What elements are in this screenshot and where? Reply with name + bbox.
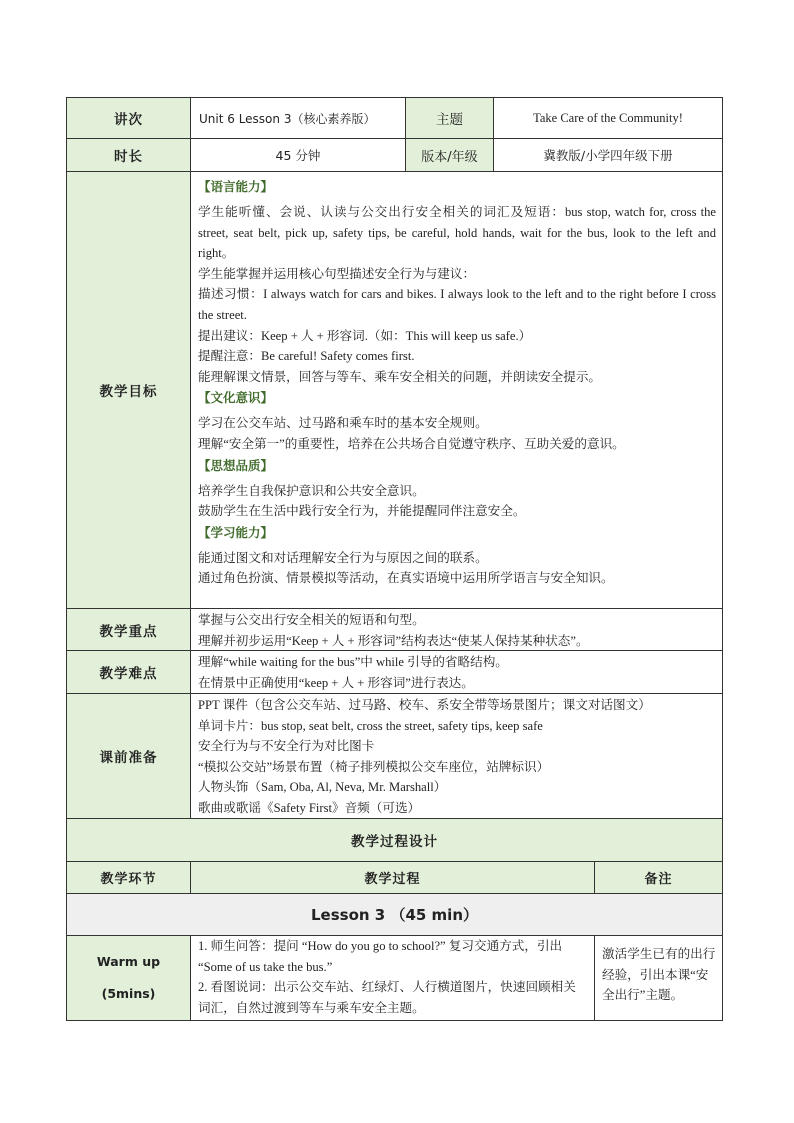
learning-line-2: 通过角色扮演、情景模拟等活动，在真实语境中运用所学语言与安全知识。	[198, 571, 614, 586]
language-line-3: 描述习惯：I always watch for cars and bikes. I always look to the left and to the right before I cross the street.	[198, 287, 716, 322]
culture-line-2: 理解“安全第一”的重要性，培养在公共场合自觉遵守秩序、互助关爱的意识。	[198, 436, 625, 451]
prep-line-1: PPT 课件（包含公交车站、过马路、校车、系安全带等场景图片；课文对话图文）	[198, 698, 651, 712]
thinking-heading: 【思想品质】	[198, 457, 274, 473]
warmup-time: (5mins)	[101, 986, 156, 1001]
col-notes-header: 备注	[594, 861, 723, 894]
learning-line-1: 能通过图文和对话理解安全行为与原因之间的联系。	[198, 550, 488, 565]
lesson-title: Lesson 3 （45 min）	[66, 893, 723, 936]
session-label: 讲次	[66, 97, 191, 139]
thinking-line-1: 培养学生自我保护意识和公共安全意识。	[198, 483, 425, 498]
prep-line-6: 歌曲或歌谣《Safety First》音频（可选）	[198, 800, 421, 815]
col-process-header: 教学过程	[190, 861, 595, 894]
key-point-2: 理解并初步运用“Keep + 人 + 形容词”结构表达“使某人保持某种状态”。	[198, 633, 589, 648]
language-line-4: 提出建议：Keep + 人 + 形容词.（如：This will keep us safe.）	[198, 328, 532, 343]
warmup-note	[594, 935, 723, 1021]
warmup-process	[190, 935, 595, 1021]
duration-value: 45 分钟	[190, 138, 406, 172]
difficulty-2: 在情景中正确使用“keep + 人 + 形容词”进行表达。	[198, 675, 474, 690]
warmup-stage	[66, 935, 191, 1021]
language-line-6: 能理解课文情景，回答与等车、乘车安全相关的问题，并朗读安全提示。	[198, 369, 601, 384]
edition-label: 版本/年级	[405, 138, 494, 172]
objectives-content	[190, 171, 723, 609]
culture-line-1: 学习在公交车站、过马路和乘车时的基本安全规则。	[198, 416, 488, 431]
topic-label: 主题	[405, 97, 494, 139]
learning-heading: 【学习能力】	[198, 524, 274, 540]
prep-line-5: 人物头饰（Sam, Oba, Al, Neva, Mr. Marshall）	[198, 780, 447, 795]
key-points-label: 教学重点	[66, 608, 191, 651]
language-heading: 【语言能力】	[198, 179, 274, 194]
language-line-1: 学生能听懂、会说、认读与公交出行安全相关的词汇及短语：bus stop, watch for, cross the street, seat belt, pick up, safety tips, be careful, hold hands, wait for the bus, look to the left and right。	[198, 205, 716, 261]
process-section-title: 教学过程设计	[66, 818, 723, 862]
thinking-line-2: 鼓励学生在生活中践行安全行为，并能提醒同伴注意安全。	[198, 504, 526, 519]
key-point-1: 掌握与公交出行安全相关的短语和句型。	[198, 613, 425, 627]
preparation-content	[190, 693, 723, 819]
culture-heading: 【文化意识】	[198, 390, 274, 406]
difficulties-content	[190, 650, 723, 694]
difficulties-label: 教学难点	[66, 650, 191, 694]
warmup-step-1: 1. 师生问答：提问 “How do you go to school?” 复习交通方式，引出 “Some of us take the bus.”	[198, 939, 563, 974]
objectives-label: 教学目标	[66, 171, 191, 609]
key-points-content	[190, 608, 723, 651]
col-stage-header: 教学环节	[66, 861, 191, 894]
prep-line-2: 单词卡片：bus stop, seat belt, cross the street, safety tips, keep safe	[198, 718, 543, 733]
language-line-2: 学生能掌握并运用核心句型描述安全行为与建议：	[198, 266, 476, 281]
prep-line-3: 安全行为与不安全行为对比图卡	[198, 739, 375, 754]
warmup-step-2: 2. 看图说词：出示公交车站、红绿灯、人行横道图片，快速回顾相关词汇，自然过渡到等车与乘车安全主题。	[198, 980, 576, 1015]
preparation-label: 课前准备	[66, 693, 191, 819]
warmup-note-text: 激活学生已有的出行经验，引出本课“安全出行”主题。	[602, 947, 716, 1003]
language-line-5: 提醒注意：Be careful! Safety comes first.	[198, 349, 415, 364]
warmup-label: Warm up	[96, 954, 161, 969]
edition-value: 冀教版/小学四年级下册	[493, 138, 723, 172]
duration-label: 时长	[66, 138, 191, 172]
session-value: Unit 6 Lesson 3（核心素养版）	[190, 97, 406, 139]
topic-value: Take Care of the Community!	[493, 97, 723, 139]
difficulty-1: 理解“while waiting for the bus”中 while 引导的省略结构。	[198, 655, 508, 669]
prep-line-4: “模拟公交站”场景布置（椅子排列模拟公交车座位，站牌标识）	[198, 759, 550, 774]
